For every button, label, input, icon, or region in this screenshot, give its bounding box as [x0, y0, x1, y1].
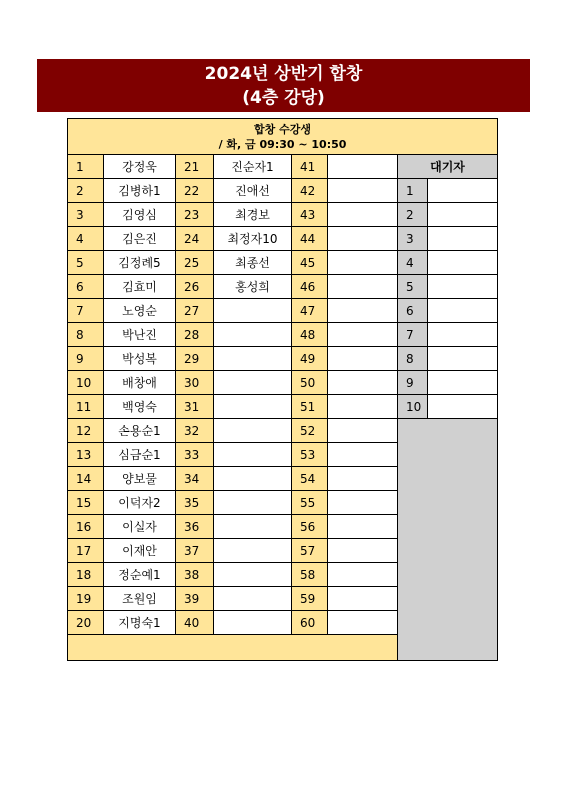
seat-number: 25	[176, 251, 214, 275]
student-name: 강정욱	[104, 155, 176, 179]
seat-number: 39	[176, 587, 214, 611]
student-name	[214, 563, 292, 587]
seat-number: 28	[176, 323, 214, 347]
waitlist-number: 8	[398, 347, 428, 371]
waitlist-name	[428, 203, 498, 227]
student-name: 이덕자2	[104, 491, 176, 515]
seat-number: 4	[68, 227, 104, 251]
seat-number: 37	[176, 539, 214, 563]
seat-number: 34	[176, 467, 214, 491]
seat-number: 60	[292, 611, 328, 635]
student-name	[328, 587, 398, 611]
student-name	[328, 395, 398, 419]
student-name	[214, 491, 292, 515]
header-row	[68, 119, 498, 155]
waitlist-name	[428, 347, 498, 371]
student-name: 진애선	[214, 179, 292, 203]
seat-number: 19	[68, 587, 104, 611]
student-name: 이재안	[104, 539, 176, 563]
seat-number: 56	[292, 515, 328, 539]
seat-number: 47	[292, 299, 328, 323]
waitlist-header: 대기자	[398, 155, 498, 179]
seat-number: 58	[292, 563, 328, 587]
class-name: 합창 수강생	[254, 122, 311, 136]
seat-number: 12	[68, 419, 104, 443]
seat-number: 13	[68, 443, 104, 467]
student-name	[214, 395, 292, 419]
student-name	[328, 419, 398, 443]
seat-number: 33	[176, 443, 214, 467]
student-name	[328, 227, 398, 251]
seat-number: 10	[68, 371, 104, 395]
table-row	[68, 203, 498, 227]
class-header	[68, 119, 498, 155]
waitlist-name	[428, 299, 498, 323]
student-name: 홍성희	[214, 275, 292, 299]
table-row	[68, 155, 498, 179]
waitlist-name	[428, 275, 498, 299]
student-name: 배창애	[104, 371, 176, 395]
student-name: 박난진	[104, 323, 176, 347]
waitlist-number: 9	[398, 371, 428, 395]
seat-number: 45	[292, 251, 328, 275]
student-name	[328, 299, 398, 323]
student-name: 노영순	[104, 299, 176, 323]
table-row	[68, 227, 498, 251]
student-name	[328, 275, 398, 299]
waitlist-empty-area	[398, 419, 498, 661]
table-row	[68, 371, 498, 395]
seat-number: 17	[68, 539, 104, 563]
table-row	[68, 275, 498, 299]
seat-number: 35	[176, 491, 214, 515]
seat-number: 16	[68, 515, 104, 539]
student-name	[214, 323, 292, 347]
seat-number: 51	[292, 395, 328, 419]
waitlist-name	[428, 227, 498, 251]
seat-number: 20	[68, 611, 104, 635]
student-name	[328, 515, 398, 539]
seat-number: 23	[176, 203, 214, 227]
student-name	[214, 371, 292, 395]
student-name	[214, 419, 292, 443]
seat-number: 29	[176, 347, 214, 371]
student-name: 김영심	[104, 203, 176, 227]
title-line-2: (4층 강당)	[242, 88, 325, 108]
seat-number: 40	[176, 611, 214, 635]
student-name	[214, 347, 292, 371]
table-row	[68, 347, 498, 371]
seat-number: 8	[68, 323, 104, 347]
title-line-1: 2024년 상반기 합창	[204, 64, 363, 84]
student-name	[328, 203, 398, 227]
seat-number: 21	[176, 155, 214, 179]
table-row	[68, 419, 498, 443]
waitlist-number: 1	[398, 179, 428, 203]
student-name: 김정례5	[104, 251, 176, 275]
student-name	[214, 539, 292, 563]
seat-number: 22	[176, 179, 214, 203]
seat-number: 14	[68, 467, 104, 491]
seat-number: 48	[292, 323, 328, 347]
student-name: 손용순1	[104, 419, 176, 443]
waitlist-number: 10	[398, 395, 428, 419]
waitlist-name	[428, 371, 498, 395]
seat-number: 53	[292, 443, 328, 467]
seat-number: 31	[176, 395, 214, 419]
student-name	[214, 467, 292, 491]
seat-number: 49	[292, 347, 328, 371]
seat-number: 6	[68, 275, 104, 299]
student-name: 최종선	[214, 251, 292, 275]
seat-number: 2	[68, 179, 104, 203]
student-name: 지명숙1	[104, 611, 176, 635]
student-name: 심금순1	[104, 443, 176, 467]
student-name	[328, 155, 398, 179]
student-name	[328, 539, 398, 563]
table-row	[68, 395, 498, 419]
student-name: 진순자1	[214, 155, 292, 179]
seat-number: 24	[176, 227, 214, 251]
seat-number: 32	[176, 419, 214, 443]
waitlist-number: 7	[398, 323, 428, 347]
seat-number: 55	[292, 491, 328, 515]
seat-number: 59	[292, 587, 328, 611]
student-name: 최정자10	[214, 227, 292, 251]
class-schedule: / 화, 금 09:30 ~ 10:50	[218, 137, 347, 151]
student-name: 김은진	[104, 227, 176, 251]
seat-number: 26	[176, 275, 214, 299]
waitlist-number: 4	[398, 251, 428, 275]
student-name: 이실자	[104, 515, 176, 539]
waitlist-name	[428, 179, 498, 203]
waitlist-name	[428, 395, 498, 419]
seat-number: 46	[292, 275, 328, 299]
student-name: 백영숙	[104, 395, 176, 419]
seat-number: 30	[176, 371, 214, 395]
seat-number: 15	[68, 491, 104, 515]
table-row	[68, 299, 498, 323]
waitlist-number: 5	[398, 275, 428, 299]
seat-number: 5	[68, 251, 104, 275]
student-name	[214, 299, 292, 323]
waitlist-number: 6	[398, 299, 428, 323]
seat-number: 57	[292, 539, 328, 563]
seat-number: 3	[68, 203, 104, 227]
student-name	[214, 515, 292, 539]
seat-number: 38	[176, 563, 214, 587]
student-name: 양보물	[104, 467, 176, 491]
seat-number: 11	[68, 395, 104, 419]
student-name	[328, 467, 398, 491]
seat-number: 1	[68, 155, 104, 179]
seat-number: 54	[292, 467, 328, 491]
student-name	[214, 587, 292, 611]
student-name: 최경보	[214, 203, 292, 227]
student-name	[328, 371, 398, 395]
seat-number: 7	[68, 299, 104, 323]
student-name	[328, 347, 398, 371]
student-name: 박성복	[104, 347, 176, 371]
student-name	[214, 611, 292, 635]
seat-number: 44	[292, 227, 328, 251]
student-name: 조원임	[104, 587, 176, 611]
seat-number: 36	[176, 515, 214, 539]
seat-number: 52	[292, 419, 328, 443]
waitlist-number: 3	[398, 227, 428, 251]
table-row	[68, 323, 498, 347]
student-name: 김병하1	[104, 179, 176, 203]
footer-cell	[68, 635, 398, 661]
title-banner	[37, 59, 530, 112]
student-name	[328, 251, 398, 275]
table-row	[68, 251, 498, 275]
seat-number: 27	[176, 299, 214, 323]
waitlist-name	[428, 323, 498, 347]
student-name	[328, 443, 398, 467]
seat-number: 41	[292, 155, 328, 179]
student-name: 김효미	[104, 275, 176, 299]
roster-table	[67, 118, 498, 661]
table-row	[68, 179, 498, 203]
student-name	[328, 563, 398, 587]
student-name	[214, 443, 292, 467]
seat-number: 50	[292, 371, 328, 395]
student-name	[328, 491, 398, 515]
student-name: 정순예1	[104, 563, 176, 587]
student-name	[328, 323, 398, 347]
waitlist-name	[428, 251, 498, 275]
student-name	[328, 179, 398, 203]
waitlist-number: 2	[398, 203, 428, 227]
seat-number: 9	[68, 347, 104, 371]
student-name	[328, 611, 398, 635]
seat-number: 43	[292, 203, 328, 227]
seat-number: 18	[68, 563, 104, 587]
seat-number: 42	[292, 179, 328, 203]
